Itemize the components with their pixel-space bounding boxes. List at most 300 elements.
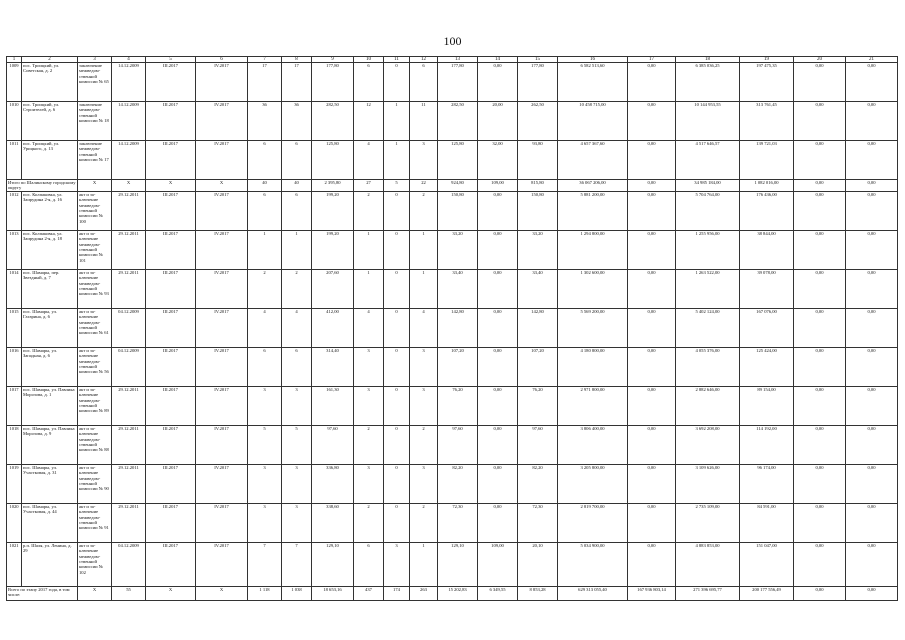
table-cell: 815,80 [518,180,558,192]
table-cell: пос. Троицкий, ул. Строителей, д. 6 [22,102,78,141]
table-cell: 1 [410,230,438,269]
table-cell: 924,80 [438,180,478,192]
table-cell: 114 192,00 [740,425,794,464]
table-cell: IV.2017 [196,63,248,102]
header-cell: 14 [478,57,518,63]
table-cell: 33,40 [518,269,558,308]
table-cell: 207,60 [312,269,354,308]
table-cell: 2 [410,425,438,464]
table-cell: 129,10 [438,542,478,586]
table-cell: акт и за-ключение межведом-ственной комиссии № 56 [78,347,112,386]
table-cell: 0,00 [846,308,898,347]
table-cell: 3 [410,141,438,180]
table-cell: 0,00 [628,347,676,386]
table-cell: 336,80 [312,464,354,503]
table-cell: 3 [248,386,282,425]
table-cell: III.2017 [146,464,196,503]
table-row [7,191,898,230]
table-cell: р.п. Шаля, ул. Ленина, д. 29 [22,542,78,586]
table-cell: 0,00 [794,269,846,308]
table-cell: акт и за-ключение межведом-ственной комиссии № 89 [78,386,112,425]
table-cell: 97,60 [438,425,478,464]
table-cell: 14.12.2009 [112,141,146,180]
table-cell: 3 [282,386,312,425]
header-cell: 19 [740,57,794,63]
table-cell: III.2017 [146,141,196,180]
table-cell: 4 180 800,00 [558,347,628,386]
table-cell: акт и за-ключение межведом-ственной комиссии № 100 [78,191,112,230]
table-cell: 4 [410,308,438,347]
table-cell: 34 985 184,00 [676,180,740,192]
table-cell: III.2017 [146,269,196,308]
table-cell: 0,00 [628,425,676,464]
table-cell: III.2017 [146,191,196,230]
table-cell: 0,00 [846,347,898,386]
table-cell: 0,00 [846,102,898,141]
table-cell: 0,00 [478,347,518,386]
table-cell: 5 402 124,00 [676,308,740,347]
table-cell: 1010 [7,102,22,141]
table-cell: 262,50 [518,102,558,141]
table-cell: 6 [410,63,438,102]
table-cell: 7 [248,542,282,586]
table-cell: 177,80 [518,63,558,102]
table-cell: 18 653,16 [312,586,354,600]
table-cell: III.2017 [146,386,196,425]
table-cell: IV.2017 [196,386,248,425]
table-cell: 20,10 [518,542,558,586]
table-cell: 1 294 800,00 [558,230,628,269]
table-cell: 0,00 [846,141,898,180]
table-cell: 0 [384,347,410,386]
table-cell: 6 [354,542,384,586]
table-cell: пос. Троицкий, ул. Урицкого, д. 13 [22,141,78,180]
table-cell: 0,00 [628,503,676,542]
table-cell: 2 [354,191,384,230]
table-cell: 0,00 [478,230,518,269]
table-cell: 0 [384,191,410,230]
table-cell: 5 [248,425,282,464]
total-row [7,586,898,600]
table-cell: 0,00 [846,386,898,425]
table-cell: 1 118 [248,586,282,600]
table-cell: пос. Шамары, ул. Гагарина, д. 6 [22,308,78,347]
table-cell: 29.12.2011 [112,191,146,230]
table-cell: 3 [282,503,312,542]
table-cell: IV.2017 [196,347,248,386]
table-cell: 36 067 206,00 [558,180,628,192]
table-cell: 6 [248,141,282,180]
table-cell: 313 761,45 [740,102,794,141]
table-cell: 3 [248,464,282,503]
table-cell: 0,00 [478,503,518,542]
table-cell: III.2017 [146,102,196,141]
table-cell: 2 [410,503,438,542]
table-cell: 1 [384,102,410,141]
table-cell: пос. Шамары, ул. Участковая, д. 44 [22,503,78,542]
table-cell: 3 [410,464,438,503]
table-cell: 1 [410,269,438,308]
table-cell: 33,20 [438,230,478,269]
table-cell: 3 [354,347,384,386]
table-cell: 0,00 [794,542,846,586]
table-cell: 1011 [7,141,22,180]
table-cell: 1018 [7,425,22,464]
table-cell: 4 [354,308,384,347]
table-cell: 82,20 [438,464,478,503]
table-cell: 1 [354,269,384,308]
table-cell: 0,00 [846,180,898,192]
table-cell: 177,80 [312,63,354,102]
table-cell: 29.12.2011 [112,503,146,542]
table-cell: 0,00 [628,180,676,192]
table-cell: 263 [410,586,438,600]
table-cell: 0,00 [794,464,846,503]
header-cell: 2 [22,57,78,63]
table-cell: 2 819 700,00 [558,503,628,542]
table-cell: 4 657 367,60 [558,141,628,180]
table-cell: 0,00 [846,586,898,600]
table-cell: заключение межведом-ственной комиссии № 65 [78,63,112,102]
table-cell: 29.12.2011 [112,386,146,425]
table-cell: акт и за-ключение межведом-ственной комиссии № 93 [78,269,112,308]
table-cell: акт и за-ключение межведом-ственной комиссии № 102 [78,542,112,586]
table-cell: 0,00 [794,586,846,600]
table-cell: 2 882 646,00 [676,386,740,425]
table-cell: 38 844,00 [740,230,794,269]
table-cell: 3 205 800,00 [558,464,628,503]
table-cell: 197 475,35 [740,63,794,102]
table-cell: 40 [248,180,282,192]
table-cell: 33,40 [438,269,478,308]
data-table [6,56,898,601]
table-cell: пос. Шамары, пер. Звездный, д. 7 [22,269,78,308]
table-cell: 0,00 [794,191,846,230]
table-cell: 3 [384,542,410,586]
header-cell: 20 [794,57,846,63]
table-cell: 2 395,80 [312,180,354,192]
table-cell: 1013 [7,230,22,269]
table-cell: 0,00 [846,191,898,230]
table-cell: 167 936 803,14 [628,586,676,600]
table-cell: 3 [282,464,312,503]
table-cell: 1 082 016,00 [740,180,794,192]
table-cell: 437 [354,586,384,600]
table-cell: пос. Шамары, ул. Павлика Морозова, д. 1 [22,386,78,425]
table-cell: 0,00 [628,230,676,269]
table-cell: пос. Колпаковка, ул. Заирудина 2-я, д. 18 [22,230,78,269]
table-cell: IV.2017 [196,425,248,464]
table-cell: 0 [384,503,410,542]
table-cell: 0,00 [846,269,898,308]
header-cell: 3 [78,57,112,63]
table-cell: 29.12.2011 [112,464,146,503]
table-cell: 04.12.2009 [112,542,146,586]
table-cell: 1021 [7,542,22,586]
table-cell: 0,00 [794,425,846,464]
table-cell: 29.12.2011 [112,230,146,269]
table-cell: 3 [410,386,438,425]
table-cell: 6 [282,141,312,180]
table-cell: 97,60 [312,425,354,464]
table-cell: 0,00 [628,464,676,503]
header-cell: 6 [196,57,248,63]
table-cell: 2 971 800,00 [558,386,628,425]
table-cell: 2 735 109,00 [676,503,740,542]
table-cell: 0,00 [628,308,676,347]
table-cell: 0,00 [794,386,846,425]
table-row [7,102,898,141]
table-cell: 4 883 853,00 [676,542,740,586]
table-cell: 129,10 [312,542,354,586]
table-cell: 0,00 [628,542,676,586]
table-cell: 629 313 055,40 [558,586,628,600]
table-cell: 1 255 956,00 [676,230,740,269]
table-cell: 338,60 [312,503,354,542]
table-cell: 72,30 [438,503,478,542]
table-cell: 6 349,55 [478,586,518,600]
table-cell: 0,00 [628,386,676,425]
table-cell: 7 [282,542,312,586]
table-cell: 314,40 [312,347,354,386]
table-cell: 76,20 [518,386,558,425]
table-cell: 177,80 [438,63,478,102]
table-cell: 125 424,00 [740,347,794,386]
table-cell: 36 [248,102,282,141]
table-row [7,308,898,347]
table-row [7,141,898,180]
page-number: 100 [443,34,462,48]
table-cell: 0,00 [478,425,518,464]
table-row [7,425,898,464]
table-cell: 6 [282,347,312,386]
table-cell: 0,00 [478,191,518,230]
table-cell: 167 076,00 [740,308,794,347]
table-cell: 96 174,00 [740,464,794,503]
table-cell: 1 [248,230,282,269]
table-cell: III.2017 [146,542,196,586]
table-cell: 0,00 [628,63,676,102]
table-cell: 1 263 522,00 [676,269,740,308]
table-cell: 0,00 [794,180,846,192]
table-cell: 1 [282,230,312,269]
table-cell: 1015 [7,308,22,347]
table-cell: 1 [410,542,438,586]
table-cell: 3 [354,464,384,503]
table-cell: 40 [282,180,312,192]
table-cell: 5 [384,180,410,192]
table-cell: 0,00 [846,63,898,102]
header-cell: 11 [384,57,410,63]
table-cell: X [78,180,112,192]
table-cell: 0,00 [628,102,676,141]
table-cell: акт и за-ключение межведом-ственной комиссии № 91 [78,503,112,542]
table-cell: 11 [410,102,438,141]
table-cell: акт и за-ключение межведом-ственной комиссии № 101 [78,230,112,269]
table-cell: заключение межведом-ственной комиссии № 18 [78,102,112,141]
table-cell: 0,00 [628,191,676,230]
table-cell: 0,00 [478,269,518,308]
row-label: Итого по Шалинскому городскому округу [8,180,76,191]
table-cell: 3 [410,347,438,386]
table-cell: акт и за-ключение межведом-ственной комиссии № 90 [78,464,112,503]
table-cell: пос. Троицкий, ул. Советская, д. 2 [22,63,78,102]
table-cell: 32,00 [478,141,518,180]
table-cell: IV.2017 [196,102,248,141]
table-cell: 97,60 [518,425,558,464]
table-cell: 82,20 [518,464,558,503]
subtotal-row [7,180,898,192]
table-row [7,230,898,269]
table-cell: III.2017 [146,425,196,464]
table-cell: 1020 [7,503,22,542]
header-cell: 15 [518,57,558,63]
table-cell: IV.2017 [196,464,248,503]
table-cell: 39 078,00 [740,269,794,308]
table-cell: IV.2017 [196,503,248,542]
table-cell: 33,20 [518,230,558,269]
header-cell: 9 [312,57,354,63]
table-cell: 1 [354,230,384,269]
table-cell: 107,20 [438,347,478,386]
table-cell: 4 [354,141,384,180]
table-cell: 6 [248,191,282,230]
table-cell: 0,00 [794,308,846,347]
table-cell: 72,30 [518,503,558,542]
table-cell: 282,50 [312,102,354,141]
table-cell: 139 721,03 [740,141,794,180]
table-cell: X [146,586,196,600]
table-cell: 6 [354,63,384,102]
table-row [7,542,898,586]
table-cell: 0,00 [794,230,846,269]
table-row [7,464,898,503]
table-cell: III.2017 [146,503,196,542]
table-cell: 6 385 036,25 [676,63,740,102]
table-cell: 0 [384,308,410,347]
table-cell: 282,50 [438,102,478,141]
table-cell: 04.12.2009 [112,347,146,386]
table-cell: III.2017 [146,347,196,386]
table-cell: 8 853,28 [518,586,558,600]
table-cell: 150,80 [518,191,558,230]
table-cell: пос. Шамары, ул. Западная, д. 6 [22,347,78,386]
table-cell: 142,80 [438,308,478,347]
header-cell: 1 [7,57,22,63]
table-cell: 174 [384,586,410,600]
table-cell: IV.2017 [196,141,248,180]
table-cell: 1014 [7,269,22,308]
header-cell: 13 [438,57,478,63]
table-cell: 412,00 [312,308,354,347]
header-cell: 12 [410,57,438,63]
table-cell: IV.2017 [196,269,248,308]
table-cell: 1016 [7,347,22,386]
table-cell: 107,20 [518,347,558,386]
table-cell: заключение межведом-ственной комиссии № 17 [78,141,112,180]
table-cell: 199,20 [312,230,354,269]
table-cell: 17 [282,63,312,102]
table-cell: пос. Шамары, ул. Павлика Морозова, д. 9 [22,425,78,464]
table-cell: 0,00 [628,141,676,180]
table-cell: 2 [354,503,384,542]
table-cell: 17 [248,63,282,102]
table-cell: 176 436,00 [740,191,794,230]
header-cell: 17 [628,57,676,63]
row-label: Всего по этапу 2017 года, в том числе: [7,586,78,600]
table-cell: 14.12.2009 [112,102,146,141]
table-cell: 0 [384,230,410,269]
table-cell: 5 704 764,00 [676,191,740,230]
table-cell: 1 038 [282,586,312,600]
table-cell: 3 109 626,00 [676,464,740,503]
table-cell: 0,00 [794,347,846,386]
table-cell: 84 591,00 [740,503,794,542]
table-cell: 0,00 [794,63,846,102]
table-cell: 3 692 208,00 [676,425,740,464]
table-cell: 2 [354,425,384,464]
table-cell: 0,00 [478,308,518,347]
table-cell: 1009 [7,63,22,102]
table-cell: III.2017 [146,230,196,269]
table-cell: 125,80 [312,141,354,180]
table-cell: 22 [410,180,438,192]
table-cell: 3 806 400,00 [558,425,628,464]
table-cell: X [112,180,146,192]
table-cell: 0,00 [628,269,676,308]
table-cell: 0 [384,269,410,308]
table-cell: 0,00 [478,386,518,425]
table-cell: 0,00 [794,141,846,180]
table-cell: 3 [354,386,384,425]
table-cell: 89 154,00 [740,386,794,425]
table-cell: 1 [384,141,410,180]
table-cell: акт и за-ключение межведом-ственной комиссии № 61 [78,308,112,347]
table-cell: 5 [282,425,312,464]
table-cell: 6 [248,347,282,386]
table-cell: 27 [354,180,384,192]
table-cell: 76,20 [438,386,478,425]
table-cell: 109,00 [478,542,518,586]
table-cell: акт и за-ключение межведом-ственной комиссии № 88 [78,425,112,464]
table-cell: 0,00 [794,102,846,141]
table-cell: IV.2017 [196,308,248,347]
table-cell: IV.2017 [196,230,248,269]
table-cell: 1019 [7,464,22,503]
table-cell: 5 034 900,00 [558,542,628,586]
table-cell: 5 569 200,00 [558,308,628,347]
table-cell: 0,00 [846,464,898,503]
table-cell: 36 [282,102,312,141]
table-cell: 199,20 [312,191,354,230]
table-cell: 0,00 [478,464,518,503]
table-cell: 1017 [7,386,22,425]
header-cell: 4 [112,57,146,63]
table-cell: 0 [384,464,410,503]
table-cell: 55 [112,586,146,600]
table-cell: 5 881 200,00 [558,191,628,230]
table-cell: 0,00 [478,63,518,102]
table-cell: 12 [354,102,384,141]
table-cell: 20,00 [478,102,518,141]
table-cell: 14.12.2009 [112,63,146,102]
table-cell: 0,00 [846,503,898,542]
table-row [7,386,898,425]
table-cell: 1012 [7,191,22,230]
table-cell: 0 [384,425,410,464]
table-cell: 2 [410,191,438,230]
table-cell: пос. Колпаковка, ул. Заирудина 2-я, д. 16 [22,191,78,230]
